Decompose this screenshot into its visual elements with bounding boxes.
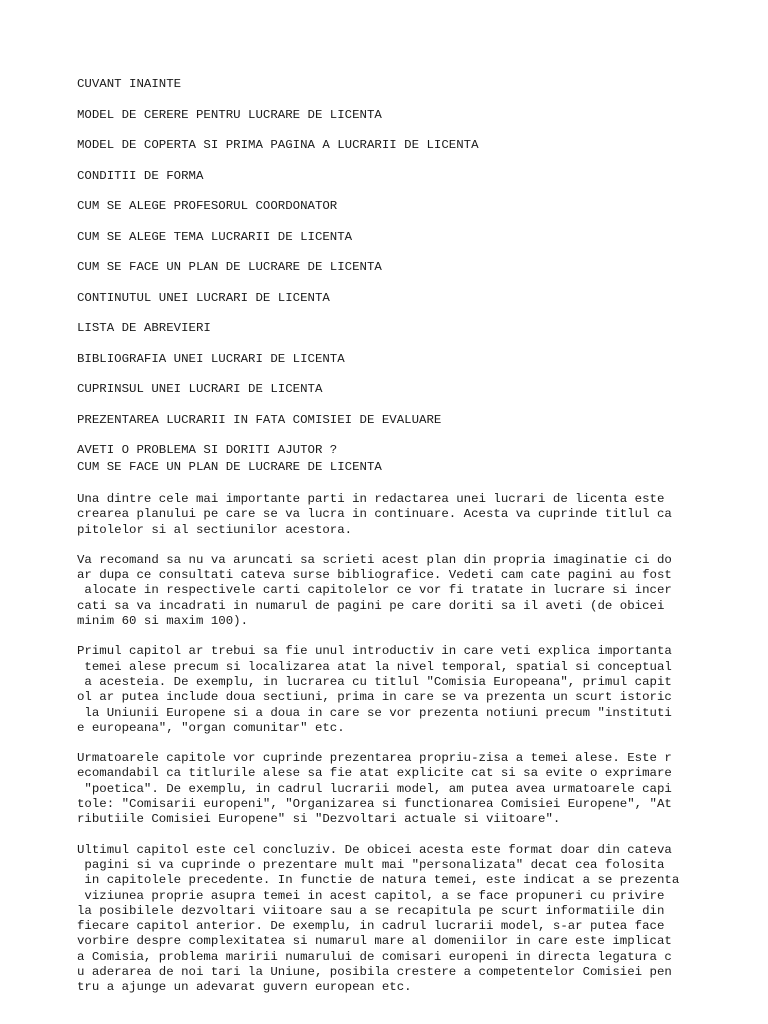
paragraph-line: "poetica". De exemplu, in cadrul lucrarii model, am putea avea urmatoarele capi [77,781,672,796]
article-paragraph [77,553,757,629]
paragraph-line: ol ar putea include doua sectiuni, prima in care se va prezenta un scurt istoric [77,690,672,705]
toc-item-abrevieri[interactable]: LISTA DE ABREVIERI [77,321,211,335]
paragraph-line: a Comisia, problema maririi numarului de comisari europeni in directa legatura c [77,949,672,964]
paragraph-line: la Uniunii Europene si a doua in care se vor prezenta notiuni precum "instituti [77,705,672,720]
paragraph-line: Urmatoarele capitole vor cuprinde prezentarea propriu-zisa a temei alese. Este r [77,751,672,766]
paragraph-line: la posibilele dezvoltari viitoare sau a se recapitula pe scurt informatiile din [77,903,665,918]
paragraph-line: e europeana", "organ comunitar" etc. [77,720,345,735]
article-paragraph [77,644,757,736]
paragraph-line: temei alese precum si localizarea atat la nivel temporal, spatial si conceptual [77,659,672,674]
paragraph-line: crearea planului pe care se va lucra in continuare. Acesta va cuprinde titlul ca [77,507,672,522]
paragraph-line: Primul capitol ar trebui sa fie unul introductiv in care veti explica importanta [77,644,672,659]
toc-item-model-coperta[interactable]: MODEL DE COPERTA SI PRIMA PAGINA A LUCRARII DE LICENTA [77,138,479,152]
paragraph-line: viziunea proprie asupra temei in acest capitol, a se face propuneri cu privire [77,888,665,903]
document-page [77,76,757,1011]
article-paragraph [77,843,757,996]
toc-item-prezentarea[interactable]: PREZENTAREA LUCRARII IN FATA COMISIEI DE EVALUARE [77,412,442,427]
paragraph-line: alocate in respectivele carti capitolelor ce vor fi tratate in lucrare si incer [77,583,672,598]
toc-item-ajutor[interactable]: AVETI O PROBLEMA SI DORITI AJUTOR ? [77,443,338,457]
table-of-contents [77,76,757,459]
paragraph-line: a acesteia. De exemplu, in lucrarea cu titlul "Comisia Europeana", primul capit [77,674,672,689]
toc-item-cuvant-inainte[interactable]: CUVANT INAINTE [77,77,182,91]
toc-item-tema-lucrarii[interactable]: CUM SE ALEGE TEMA LUCRARII DE LICENTA [77,229,353,244]
toc-item-conditii-forma[interactable]: CONDITII DE FORMA [77,168,204,183]
toc-item-bibliografia[interactable]: BIBLIOGRAFIA UNEI LUCRARI DE LICENTA [77,351,345,366]
toc-item-plan-lucrare[interactable]: CUM SE FACE UN PLAN DE LUCRARE DE LICENTA [77,260,382,274]
paragraph-line: minim 60 si maxim 100). [77,614,249,629]
paragraph-line: ributiile Comisiei Europene" si "Dezvoltari actuale si viitoare". [77,812,561,827]
paragraph-line: vorbire despre complexitatea si numarul mare al domeniilor in care este implicat [77,934,672,949]
paragraph-line: ar dupa ce consultati cateva surse bibliografice. Vedeti cam cate pagini au fost [77,568,672,583]
paragraph-line: fiecare capitol anterior. De exemplu, in cadrul lucrarii model, s-ar putea face [77,919,665,934]
paragraph-line: pitolelor si al sectiunilor acestora. [77,522,353,537]
paragraph-line: Va recomand sa nu va aruncati sa scrieti acest plan din propria imaginatie ci do [77,552,672,567]
paragraph-line: tole: "Comisarii europeni", "Organizarea si functionarea Comisiei Europene", "At [77,797,672,812]
paragraph-line: in capitolele precedente. In functie de natura temei, este indicat a se prezenta [77,873,680,888]
paragraph-line: Ultimul capitol este cel concluziv. De obicei acesta este format doar din cateva [77,842,672,857]
paragraph-line: u aderarea de noi tari la Uniune, posibila crestere a competentelor Comisiei pen [77,965,672,980]
paragraph-line: pagini si va cuprinde o prezentare mult mai "personalizata" decat cea folosita [77,857,665,872]
article-paragraph [77,751,757,827]
paragraph-line: tru a ajunge un adevarat guvern european etc. [77,980,412,995]
paragraph-line: ecomandabil ca titlurile alese sa fie atat explicite cat si sa evite o exprimare [77,766,672,781]
toc-item-cuprinsul[interactable]: CUPRINSUL UNEI LUCRARI DE LICENTA [77,382,323,396]
toc-item-profesor-coordonator[interactable]: CUM SE ALEGE PROFESORUL COORDONATOR [77,199,338,213]
article-heading: CUM SE FACE UN PLAN DE LUCRARE DE LICENTA [77,460,382,474]
toc-item-model-cerere[interactable]: MODEL DE CERERE PENTRU LUCRARE DE LICENTA [77,107,382,122]
toc-item-continutul[interactable]: CONTINUTUL UNEI LUCRARI DE LICENTA [77,290,330,305]
paragraph-line: Una dintre cele mai importante parti in redactarea unei lucrari de licenta este [77,492,665,506]
article-paragraph [77,492,757,538]
paragraph-line: cati sa va incadrati in numarul de pagini pe care doriti sa il aveti (de obicei [77,598,665,613]
